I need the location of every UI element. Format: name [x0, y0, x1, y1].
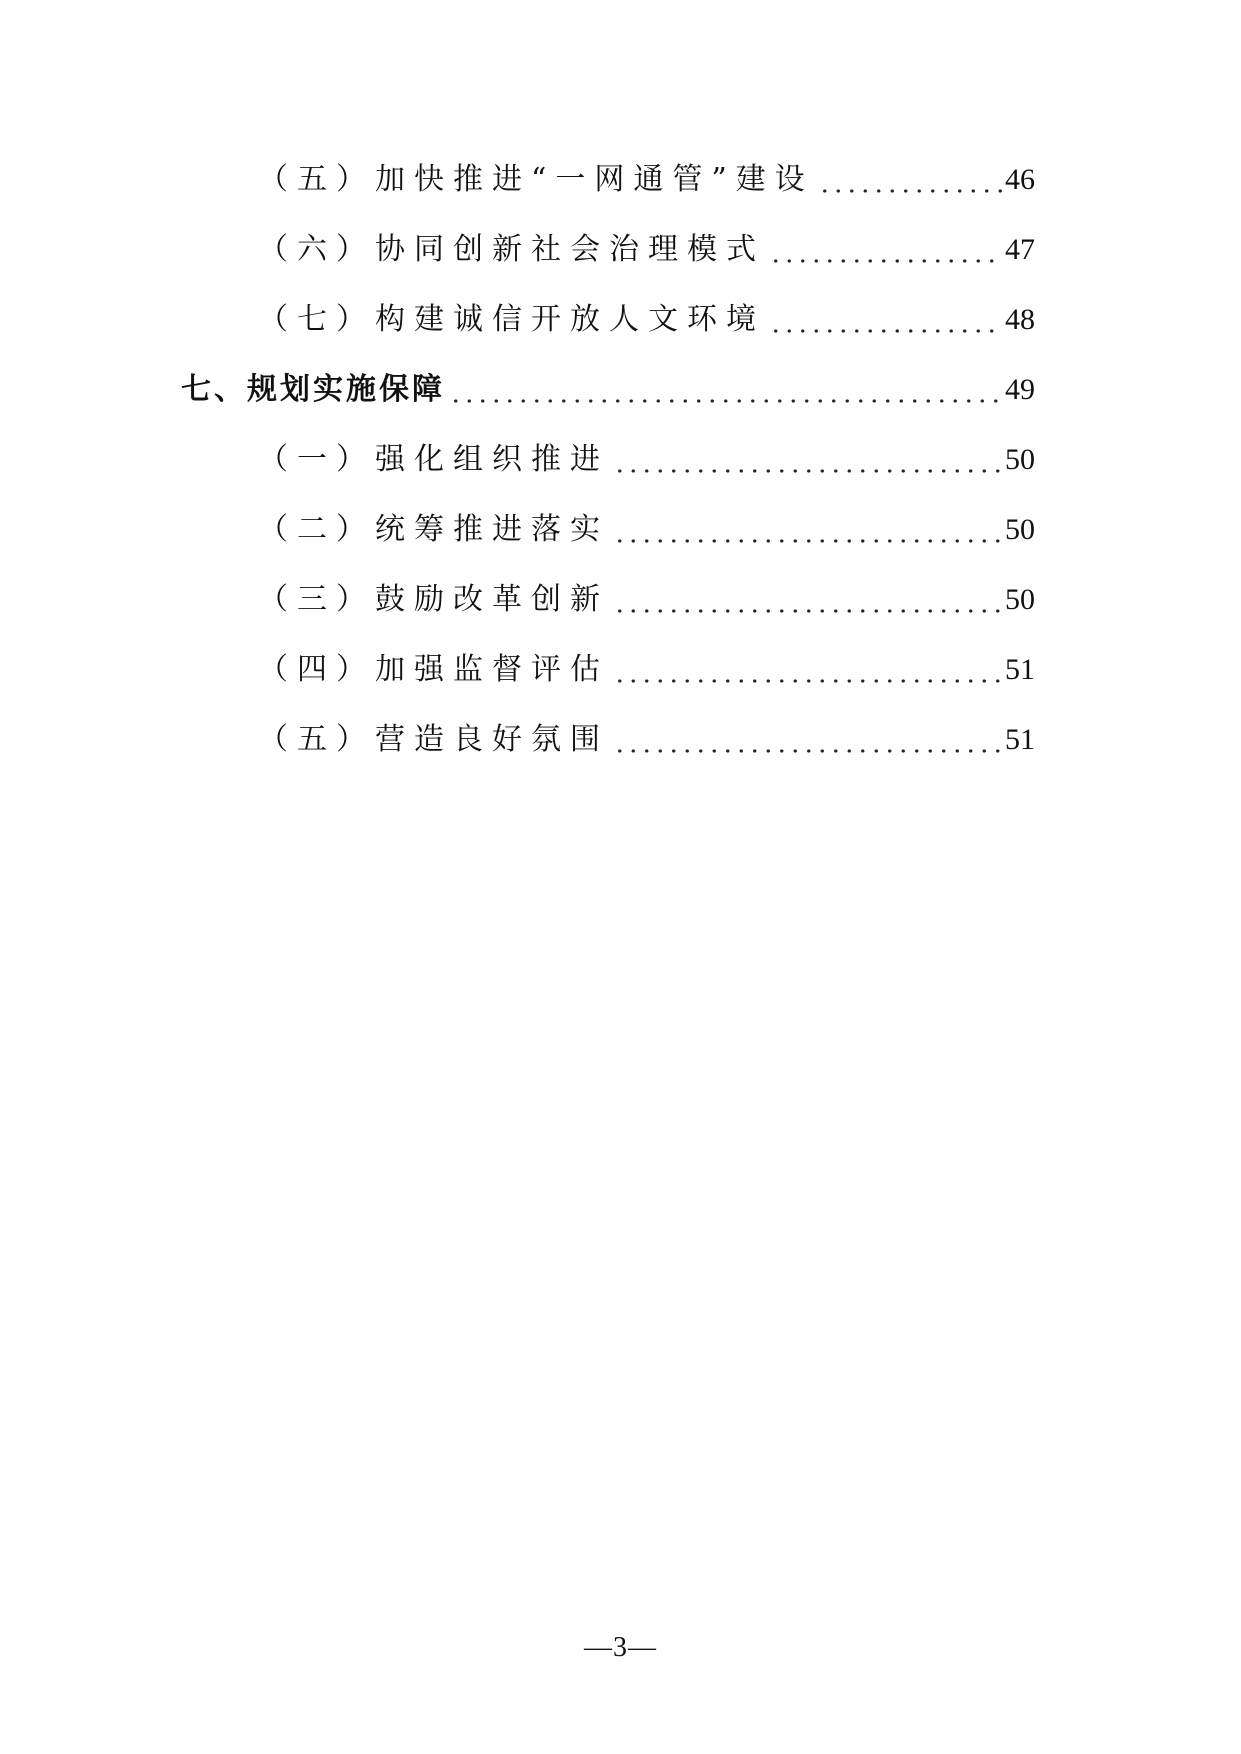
- toc-entry-section-7-5[interactable]: [258, 718, 1035, 762]
- toc-entry-title: （六）协同创新社会治理模式: [258, 232, 765, 267]
- toc-entry-title: （七）构建诚信开放人文环境: [258, 302, 765, 337]
- toc-entry-section-6-5[interactable]: [258, 158, 1035, 202]
- toc-entry-page-number: 51: [1005, 653, 1035, 686]
- toc-entry-page-number: 50: [1005, 443, 1035, 476]
- toc-entry-section-7-2[interactable]: [258, 508, 1035, 552]
- toc-entry-page-number: 48: [1005, 303, 1035, 336]
- toc-entry-page-number: 47: [1005, 233, 1035, 266]
- toc-entry-page-number: 46: [1005, 163, 1035, 196]
- toc-chapter-title: 七、规划实施保障: [181, 372, 445, 407]
- toc-entry-chapter-7[interactable]: [181, 368, 1035, 412]
- dot-leader: [769, 329, 1003, 333]
- dot-leader: [818, 189, 1003, 193]
- toc-entry-title: （二）统筹推进落实: [258, 512, 609, 547]
- toc-entry-page-number: 50: [1005, 513, 1035, 546]
- toc-entry-title: （五）加快推进“一网通管”建设: [258, 162, 814, 197]
- toc-entry-section-6-7[interactable]: [258, 298, 1035, 342]
- toc-entry-section-6-6[interactable]: [258, 228, 1035, 272]
- toc-entry-page-number: 49: [1005, 373, 1035, 406]
- toc-entry-title: （四）加强监督评估: [258, 652, 609, 687]
- toc-entry-page-number: 50: [1005, 583, 1035, 616]
- dot-leader: [613, 539, 1003, 543]
- toc-entry-title: （一）强化组织推进: [258, 442, 609, 477]
- toc-entry-title: （五）营造良好氛围: [258, 722, 609, 757]
- dot-leader: [449, 399, 1003, 403]
- toc-entry-section-7-1[interactable]: [258, 438, 1035, 482]
- dot-leader: [613, 749, 1003, 753]
- toc-entry-section-7-3[interactable]: [258, 578, 1035, 622]
- page-number-footer: —3—: [584, 1632, 657, 1663]
- dot-leader: [769, 259, 1003, 263]
- dot-leader: [613, 679, 1003, 683]
- toc-entry-title: （三）鼓励改革创新: [258, 582, 609, 617]
- toc-entry-section-7-4[interactable]: [258, 648, 1035, 692]
- dot-leader: [613, 469, 1003, 473]
- toc-entry-page-number: 51: [1005, 723, 1035, 756]
- dot-leader: [613, 609, 1003, 613]
